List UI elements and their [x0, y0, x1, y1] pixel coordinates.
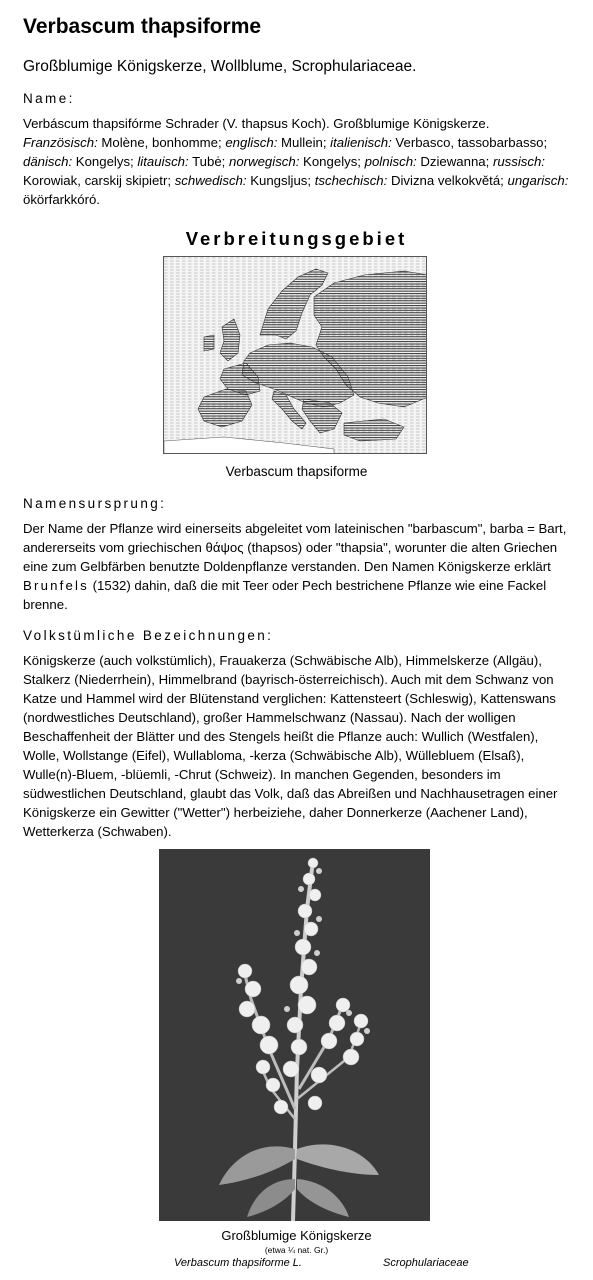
origin-text-after: (1532) dahin, daß die mit Teer oder Pech bestrichene Pflanze wie eine Fackel brenne. [23, 578, 547, 612]
origin-heading: Namensursprung: [23, 496, 167, 511]
language-label: schwedisch: [174, 173, 247, 188]
photo-caption-species: Verbascum thapsiforme L. [174, 1257, 302, 1269]
language-label: Französisch: [23, 135, 98, 150]
language-name: Dziewanna; [416, 154, 493, 169]
language-name: Kongelys; [72, 154, 138, 169]
language-label: dänisch: [23, 154, 73, 169]
language-name: Kongelys; [299, 154, 365, 169]
origin-paragraph [23, 519, 573, 614]
page-title: Verbascum thapsiforme [23, 15, 262, 38]
name-line: Verbáscum thapsifórme Schrader (V. thapsus Koch). Großblumige Königskerze. [23, 116, 490, 131]
page-subtitle: Großblumige Königskerze, Wollblume, Scrophulariaceae. [23, 58, 417, 75]
language-label: polnisch: [364, 154, 417, 169]
language-label: norwegisch: [229, 154, 300, 169]
origin-text-before: Der Name der Pflanze wird einerseits abgeleitet vom lateinischen "barbascum", barba = Bart, andererseits vom griechischen θάψος (thapsos) oder "thapsia", worunter die alten Griechen eine zum Gelbfärben benutzte Doldenpflanze verstanden. Den Namen Königskerze erklärt [23, 521, 567, 574]
language-name: Divizna velkokvětá; [387, 173, 508, 188]
language-names [23, 135, 568, 207]
language-label: englisch: [225, 135, 278, 150]
language-name: ökörfarkkóró. [23, 192, 100, 207]
language-label: russisch: [492, 154, 545, 169]
plant-photo [159, 849, 430, 1221]
origin-author: Brunfels [23, 578, 89, 593]
language-name: Kungsljus; [246, 173, 315, 188]
folk-heading: Volkstümliche Bezeichnungen: [23, 628, 274, 643]
language-label: tschechisch: [314, 173, 388, 188]
name-paragraph [23, 114, 573, 209]
language-name: Molène, bonhomme; [97, 135, 226, 150]
language-name: Tubė; [188, 154, 230, 169]
language-label: ungarisch: [507, 173, 569, 188]
language-label: italienisch: [330, 135, 392, 150]
language-name: Verbasco, tassobarbasso; [391, 135, 548, 150]
photo-caption-family: Scrophulariaceae [383, 1257, 469, 1269]
distribution-map [163, 256, 427, 454]
map-caption: Verbascum thapsiforme [225, 464, 368, 479]
photo-caption-scale: (etwa ¼ nat. Gr.) [264, 1245, 329, 1255]
language-name: Mullein; [277, 135, 331, 150]
photo-caption-title: Großblumige Königskerze [221, 1228, 372, 1243]
language-label: litauisch: [137, 154, 189, 169]
folk-paragraph: Königskerze (auch volkstümlich), Frauakerza (Schwäbische Alb), Himmelskerze (Allgäu), Stalkerz (Niederrhein), Himmelbrand (bayrisch-österreichisch). Auch mit dem Schwanz von Katze und Hammel wird der Blütenstand verglichen: Kattensteert (Schleswig), Kattenswans (nordwestliches Deutschland), großer Hammelschwanz (Nassau). Nach der wolligen Beschaffenheit der Blätter und des Stengels heißt die Pflanze auch: Wullich (Westfalen), Wolle, Wollstange (Eifel), Wullabloma, -kerza (Schwäbische Alb), Wüllebluem (Elsaß), Wulle(n)-Bluem, -blüemli, -Chrut (Schweiz). In manchen Gegenden, besonders im südwestlichen Deutschland, glaubt das Volk, daß das Abreißen und Nachhausetragen einer Königskerze ein Gewitter ("Wetter") herbeiziehe, daher Donnerkerze (Aachener Land), Wetterkerza (Schwaben). [23, 653, 558, 839]
language-name: Korowiak, carskij skipietr; [23, 173, 175, 188]
name-heading: Name: [23, 91, 75, 106]
distribution-heading: Verbreitungsgebiet [185, 228, 408, 249]
